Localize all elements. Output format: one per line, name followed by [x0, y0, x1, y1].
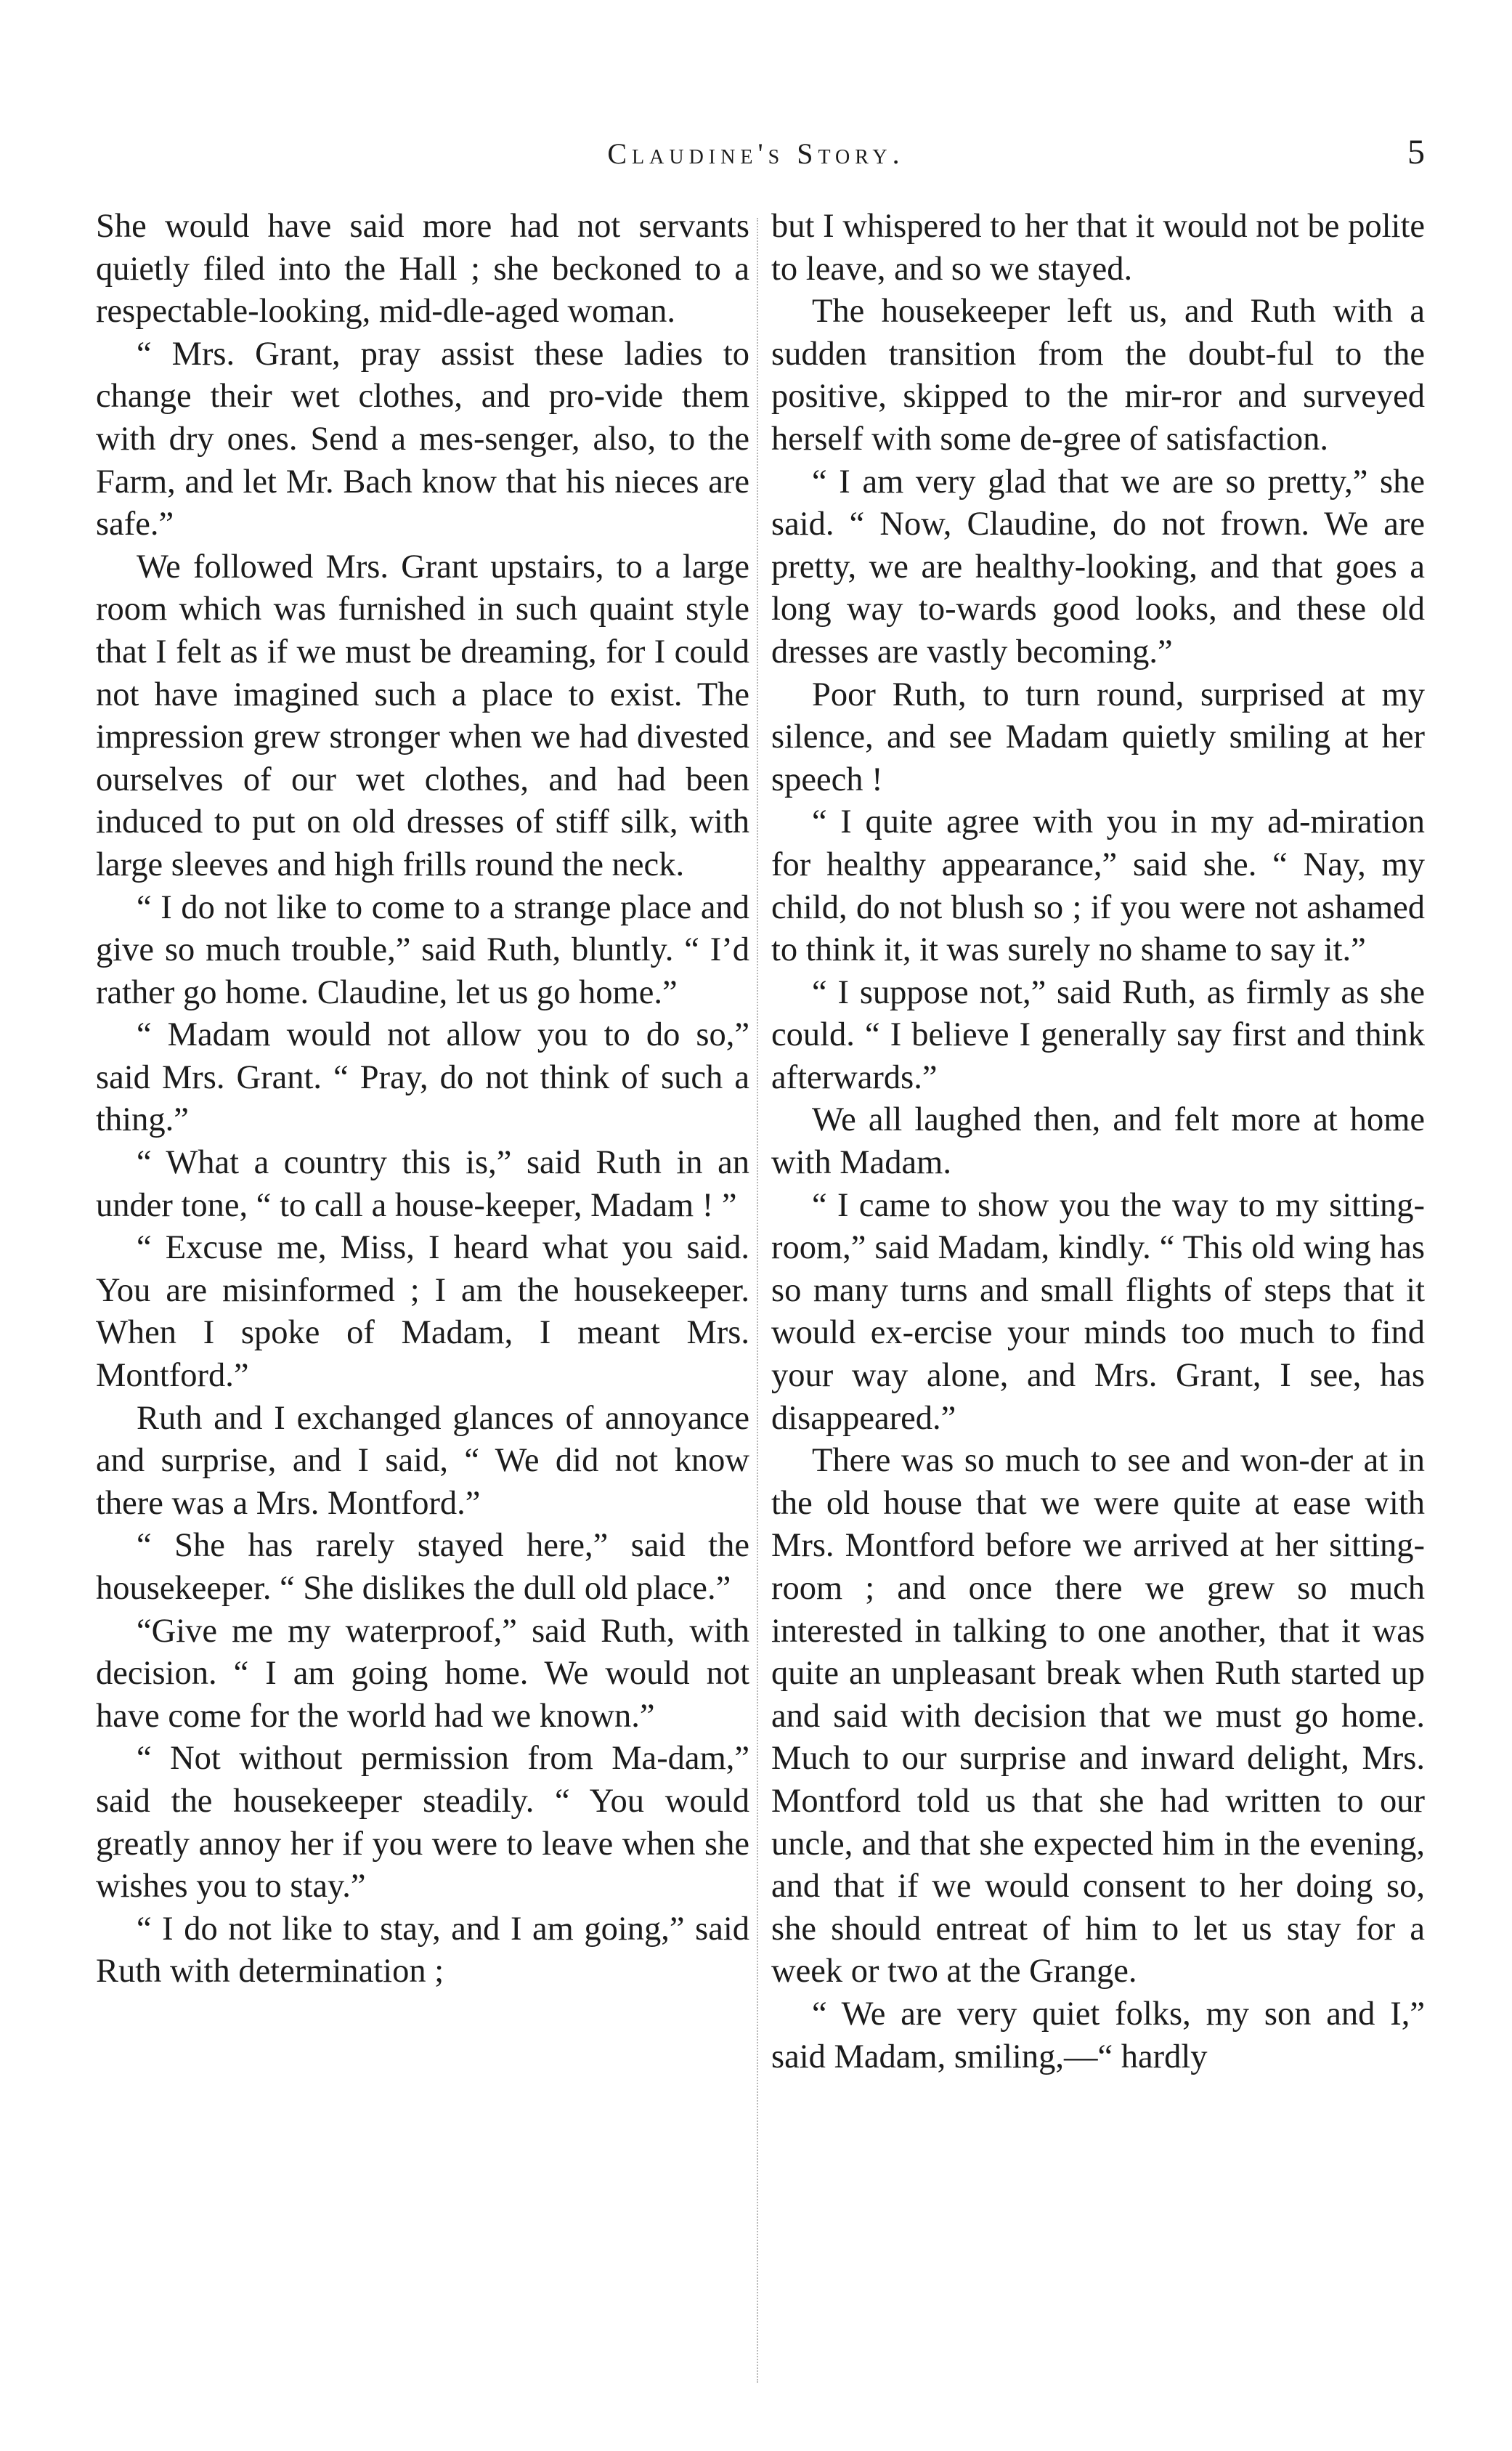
paragraph: “ I quite agree with you in my ad-miration for healthy appearance,” said she. “ Nay, my child, do not blush so ; if you were not ashamed to think it, it was surely no shame to say it.”: [771, 803, 1425, 969]
paragraph: “ Mrs. Grant, pray assist these ladies to change their wet clothes, and pro-vide them with dry ones. Send a mes-senger, also, to the Farm, and let Mr. Bach know that his nieces are safe.”: [96, 335, 749, 543]
paragraph: “ I do not like to come to a strange place and give so much trouble,” said Ruth, bluntly. “ I’d rather go home. Claudine, let us go home.”: [96, 888, 749, 1011]
paragraph: We all laughed then, and felt more at home with Madam.: [771, 1101, 1425, 1182]
paragraph: Poor Ruth, to turn round, surprised at my silence, and see Madam quietly smiling at her speech !: [771, 676, 1425, 798]
paragraph: “ What a country this is,” said Ruth in an under tone, “ to call a house-keeper, Madam ! ”: [96, 1144, 749, 1224]
paragraph: We followed Mrs. Grant upstairs, to a large room which was furnished in such quaint style that I felt as if we must be dreaming, for I could not have imagined such a place to exist. The impression grew stronger when we had divested ourselves of our wet clothes, and had been induced to put on old dresses of stiff silk, with large sleeves and high frills round the neck.: [96, 548, 749, 883]
paragraph: “ Not without permission from Ma-dam,” said the housekeeper steadily. “ You would greatly annoy her if you were to leave when she wishes you to stay.”: [96, 1740, 749, 1905]
paragraph: “ Madam would not allow you to do so,” said Mrs. Grant. “ Pray, do not think of such a thing.”: [96, 1016, 749, 1139]
paragraph: “Give me my waterproof,” said Ruth, with decision. “ I am going home. We would not have come for the world had we known.”: [96, 1612, 749, 1735]
right-column: [771, 206, 1425, 2078]
paragraph: The housekeeper left us, and Ruth with a sudden transition from the doubt-ful to the positive, skipped to the mir-ror and surveyed herself with some de-gree of satisfaction.: [771, 293, 1425, 458]
column-divider: [757, 218, 758, 2383]
paragraph: but I whispered to her that it would not be polite to leave, and so we stayed.: [771, 208, 1425, 288]
paragraph: Ruth and I exchanged glances of annoyance and surprise, and I said, “ We did not know there was a Mrs. Montford.”: [96, 1399, 749, 1522]
running-title: Claudine's Story.: [607, 137, 905, 170]
paragraph: “ I suppose not,” said Ruth, as firmly as she could. “ I believe I generally say first and think afterwards.”: [771, 973, 1425, 1096]
left-column: [96, 206, 749, 1993]
paragraph: “ She has rarely stayed here,” said the housekeeper. “ She dislikes the dull old place.”: [96, 1527, 749, 1607]
paragraph: She would have said more had not servants quietly filed into the Hall ; she beckoned to a respectable-looking, mid-dle-aged woman.: [96, 208, 749, 331]
paragraph: “ Excuse me, Miss, I heard what you said. You are misinformed ; I am the housekeeper. When I spoke of Madam, I meant Mrs. Montford.”: [96, 1229, 749, 1395]
page-number: 5: [1407, 133, 1425, 171]
paragraph: “ I do not like to stay, and I am going,” said Ruth with determination ;: [96, 1910, 749, 1990]
paragraph: There was so much to see and won-der at in the old house that we were quite at ease with Mrs. Montford before we arrived at her sitting-room ; and once there we grew so much interested in talking to one another, that it was quite an unpleasant break when Ruth started up and said with decision that we must go home. Much to our surprise and inward delight, Mrs. Montford told us that she had written to our uncle, and that she expected him in the evening, and that if we would consent to her doing so, she should entreat of him to let us stay for a week or two at the Grange.: [771, 1442, 1425, 1990]
paragraph: “ We are very quiet folks, my son and I,” said Madam, smiling,—“ hardly: [771, 1995, 1425, 2075]
running-head: [0, 132, 1512, 176]
paragraph: “ I am very glad that we are so pretty,” she said. “ Now, Claudine, do not frown. We are pretty, we are healthy-looking, and that goes a long way to-wards good looks, and these old dresses are vastly becoming.”: [771, 463, 1425, 671]
paragraph: “ I came to show you the way to my sitting-room,” said Madam, kindly. “ This old wing has so many turns and small flights of steps that it would ex-ercise your minds too much to find your way alone, and Mrs. Grant, I see, has disappeared.”: [771, 1186, 1425, 1437]
